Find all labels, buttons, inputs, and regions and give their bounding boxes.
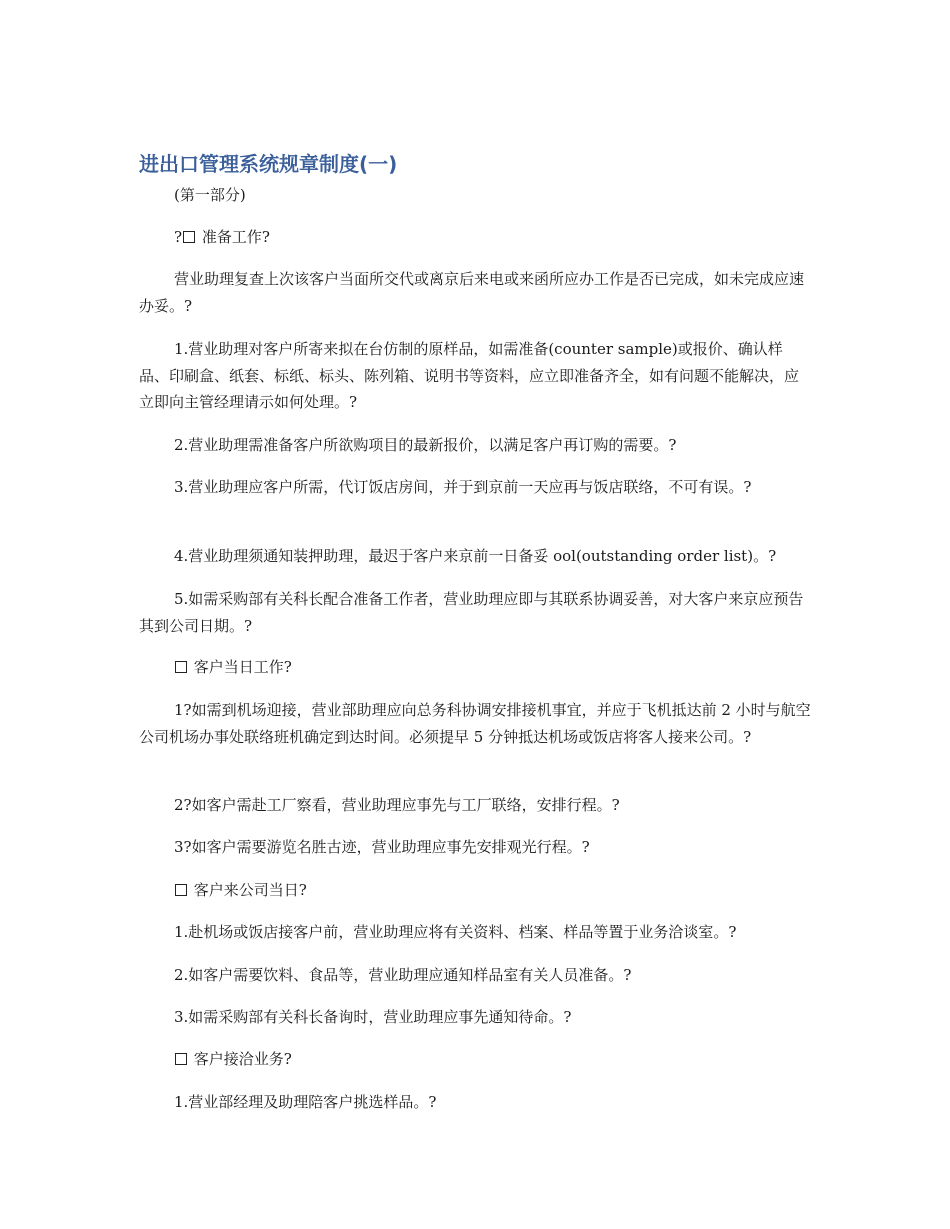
list-item: 1.营业助理对客户所寄来拟在台仿制的原样品，如需准备(counter sample)或报价、确认样品、印刷盒、纸套、标纸、标头、陈列箱、说明书等资料，应立即准备齐全，如有问题不能解决，应立即向主管经理请示如何处理。? (139, 340, 800, 411)
section-heading-text: 客户来公司当日? (189, 881, 307, 899)
list-item: 2.营业助理需准备客户所欲购项目的最新报价，以满足客户再订购的需要。? (174, 436, 677, 454)
section-heading-preparation (139, 224, 811, 251)
section-heading-text: 客户接洽业务? (189, 1050, 292, 1068)
section-intro: 营业助理复查上次该客户当面所交代或离京后来电或来函所应办工作是否已完成，如未完成应速办妥。? (139, 270, 805, 315)
part-label: (第一部分) (174, 186, 246, 204)
section-heading-text: 客户当日工作? (189, 658, 292, 676)
list-item: 5.如需采购部有关科长配合准备工作者，营业助理应即与其联系协调妥善，对大客户来京应预告其到公司日期。? (139, 590, 804, 635)
list-item: 1?如需到机场迎接，营业部助理应向总务科协调安排接机事宜，并应于飞机抵达前 2 小时与航空公司机场办事处联络班机确定到达时间。必须提早 5 分钟抵达机场或饭店将客人接来公司。? (139, 701, 811, 746)
list-item: 2.如客户需要饮料、食品等，营业助理应通知样品室有关人员准备。? (174, 966, 632, 984)
list-item: 3.如需采购部有关科长备询时，营业助理应事先通知待命。? (174, 1008, 572, 1026)
list-item: 3?如客户需要游览名胜古迹，营业助理应事先安排观光行程。? (174, 838, 590, 856)
list-item: 1.赴机场或饭店接客户前，营业助理应将有关资料、档案、样品等置于业务洽谈室。? (174, 923, 737, 941)
document-title: 进出口管理系统规章制度(一) (139, 152, 398, 176)
section-heading-arrival-day (139, 654, 811, 681)
checkbox-square-icon (175, 884, 187, 896)
checkbox-square-icon (175, 1053, 187, 1065)
checkbox-square-icon (183, 231, 195, 243)
section-heading-company-visit (139, 877, 811, 904)
list-item: 1.营业部经理及助理陪客户挑选样品。? (174, 1093, 437, 1111)
list-item: 3.营业助理应客户所需，代订饭店房间，并于到京前一天应再与饭店联络，不可有误。? (174, 478, 752, 496)
list-item: 2?如客户需赴工厂察看，营业助理应事先与工厂联络，安排行程。? (174, 796, 620, 814)
section-heading-text: 准备工作? (197, 228, 270, 246)
section-prefix: ? (174, 228, 183, 246)
list-item: 4.营业助理须通知装押助理，最迟于客户来京前一日备妥 ool(outstanding order list)。? (174, 547, 777, 565)
section-heading-business (139, 1046, 811, 1073)
checkbox-square-icon (175, 661, 187, 673)
